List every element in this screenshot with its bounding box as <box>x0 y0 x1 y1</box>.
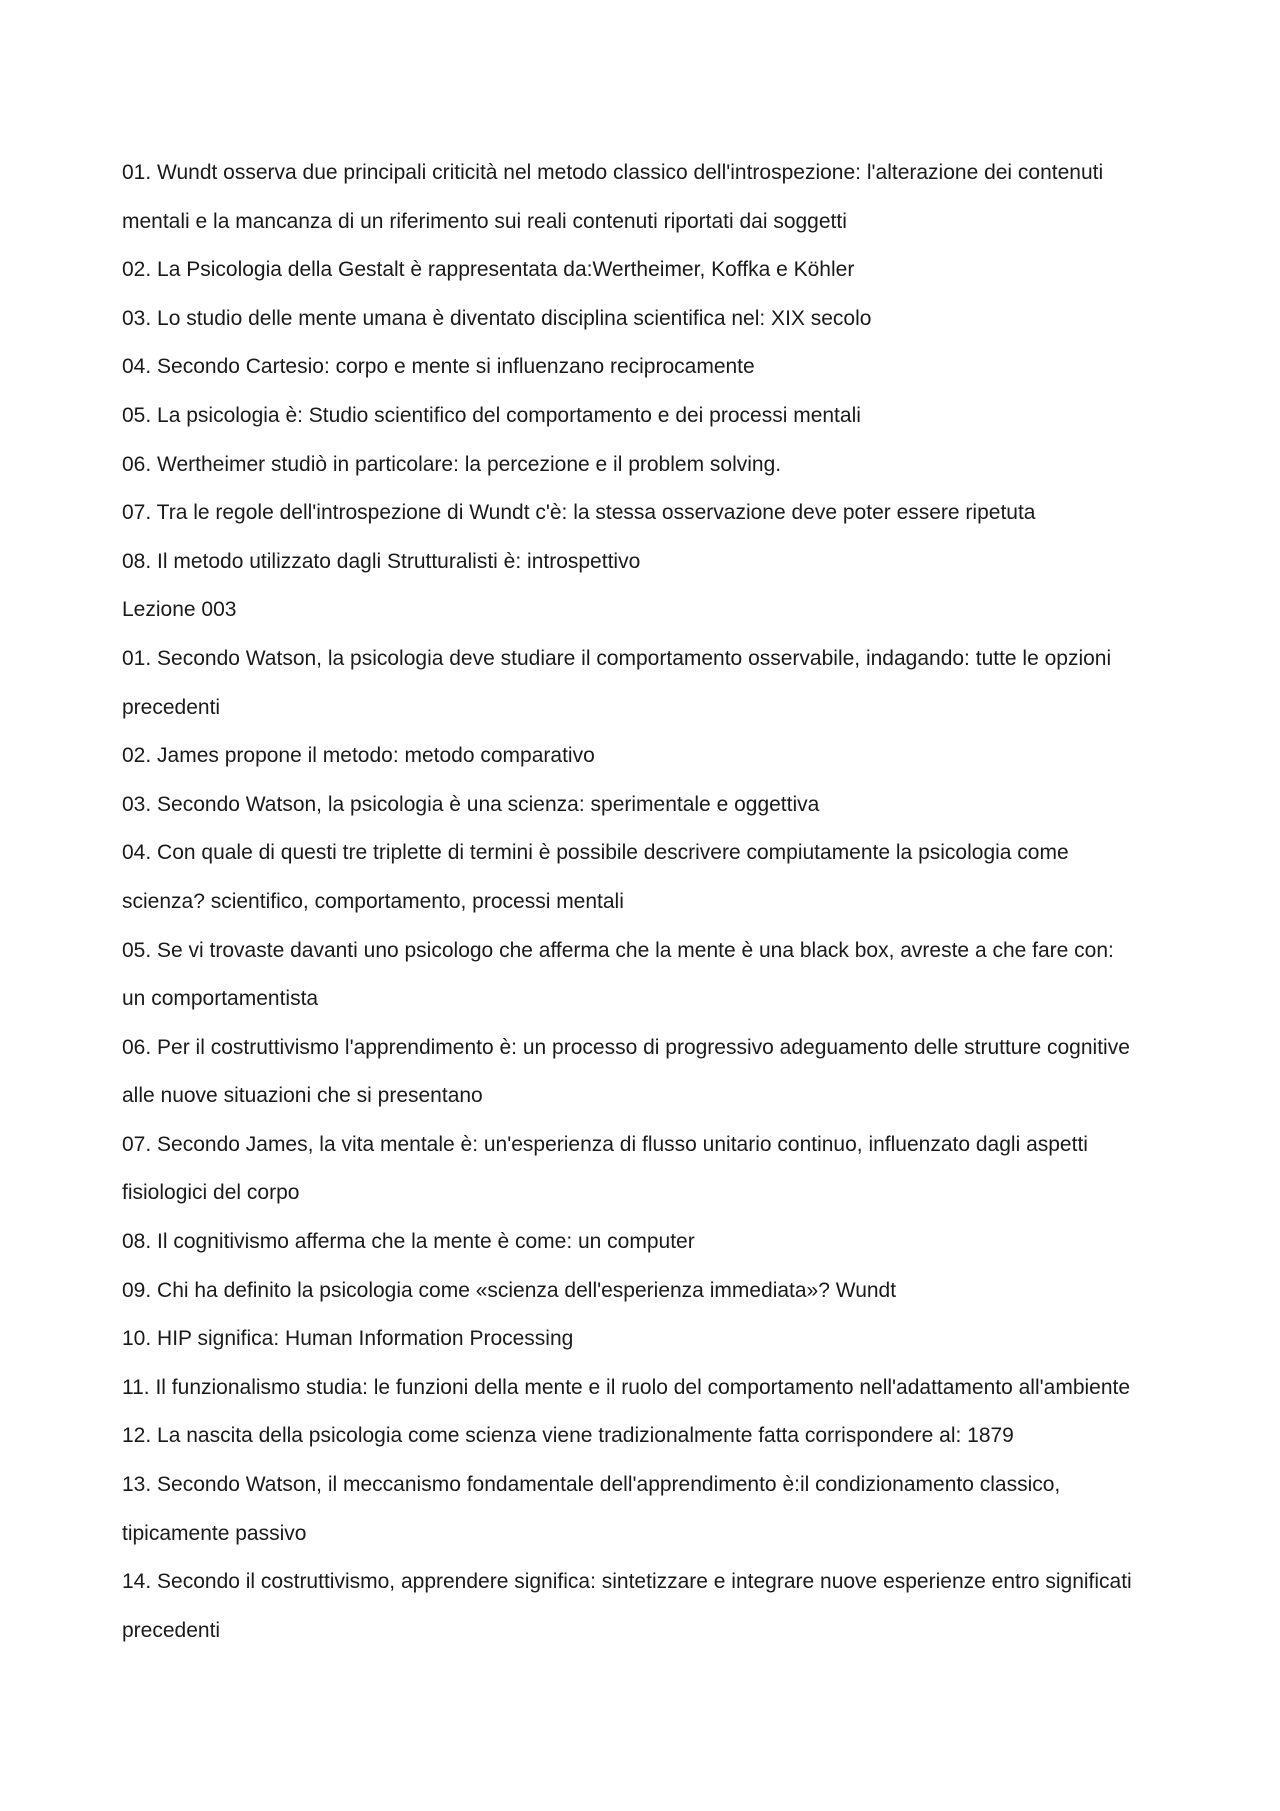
question-line-20: 12. La nascita della psicologia come scienza viene tradizionalmente fatta corrispondere al: 1879 <box>122 1424 1014 1448</box>
question-line-6: 06. Wertheimer studiò in particolare: la percezione e il problem solving. <box>122 452 782 476</box>
lesson-heading: Lezione 003 <box>122 598 237 622</box>
question-line-19: 11. Il funzionalismo studia: le funzioni della mente e il ruolo del comportamento nell'adattamento all'ambiente <box>122 1375 1131 1399</box>
question-line-1: 01. Wundt osserva due principali criticità nel metodo classico dell'introspezione: l'alterazione dei contenuti mentali e la mancanza di un riferimento sui reali contenuti riportati dai soggetti <box>122 161 1104 233</box>
document-page <box>122 149 1132 1655</box>
question-line-14: 06. Per il costruttivismo l'apprendimento è: un processo di progressivo adeguamento delle strutture cognitive alle nuove situazioni che si presentano <box>122 1035 1130 1108</box>
question-line-5: 05. La psicologia è: Studio scientifico del comportamento e dei processi mentali <box>122 403 861 427</box>
question-line-17: 09. Chi ha definito la psicologia come «scienza dell'esperienza immediata»? Wundt <box>122 1278 897 1302</box>
question-line-13: 05. Se vi trovaste davanti uno psicologo che afferma che la mente è una black box, avreste a che fare con: un comportamentista <box>122 938 1114 1011</box>
question-line-18: 10. HIP significa: Human Information Processing <box>122 1327 574 1351</box>
question-line-12: 04. Con quale di questi tre triplette di termini è possibile descrivere compiutamente la psicologia come scienza? scientifico, comportamento, processi mentali <box>122 841 1069 913</box>
question-line-16: 08. Il cognitivismo afferma che la mente è come: un computer <box>122 1230 695 1254</box>
question-line-3: 03. Lo studio delle mente umana è diventato disciplina scientifica nel: XIX secolo <box>122 306 872 330</box>
question-line-10: 02. James propone il metodo: metodo comparativo <box>122 744 595 768</box>
question-line-22: 14. Secondo il costruttivismo, apprendere significa: sintetizzare e integrare nuove esperienze entro significati precedenti <box>122 1570 1132 1642</box>
question-line-2: 02. La Psicologia della Gestalt è rappresentata da:Wertheimer, Koffka e Köhler <box>122 258 855 282</box>
question-line-8: 08. Il metodo utilizzato dagli Strutturalisti è: introspettivo <box>122 549 641 573</box>
question-line-9: 01. Secondo Watson, la psicologia deve studiare il comportamento osservabile, indagando: tutte le opzioni precedenti <box>122 646 1112 719</box>
question-line-11: 03. Secondo Watson, la psicologia è una scienza: sperimentale e oggettiva <box>122 792 820 816</box>
question-line-7: 07. Tra le regole dell'introspezione di Wundt c'è: la stessa osservazione deve poter essere ripetuta <box>122 501 1036 525</box>
question-line-4: 04. Secondo Cartesio: corpo e mente si influenzano reciprocamente <box>122 355 755 379</box>
question-line-21: 13. Secondo Watson, il meccanismo fondamentale dell'apprendimento è:il condizionamento classico, tipicamente passivo <box>122 1473 1061 1545</box>
question-line-15: 07. Secondo James, la vita mentale è: un'esperienza di flusso unitario continuo, influenzato dagli aspetti fisiologici del corpo <box>122 1132 1088 1205</box>
